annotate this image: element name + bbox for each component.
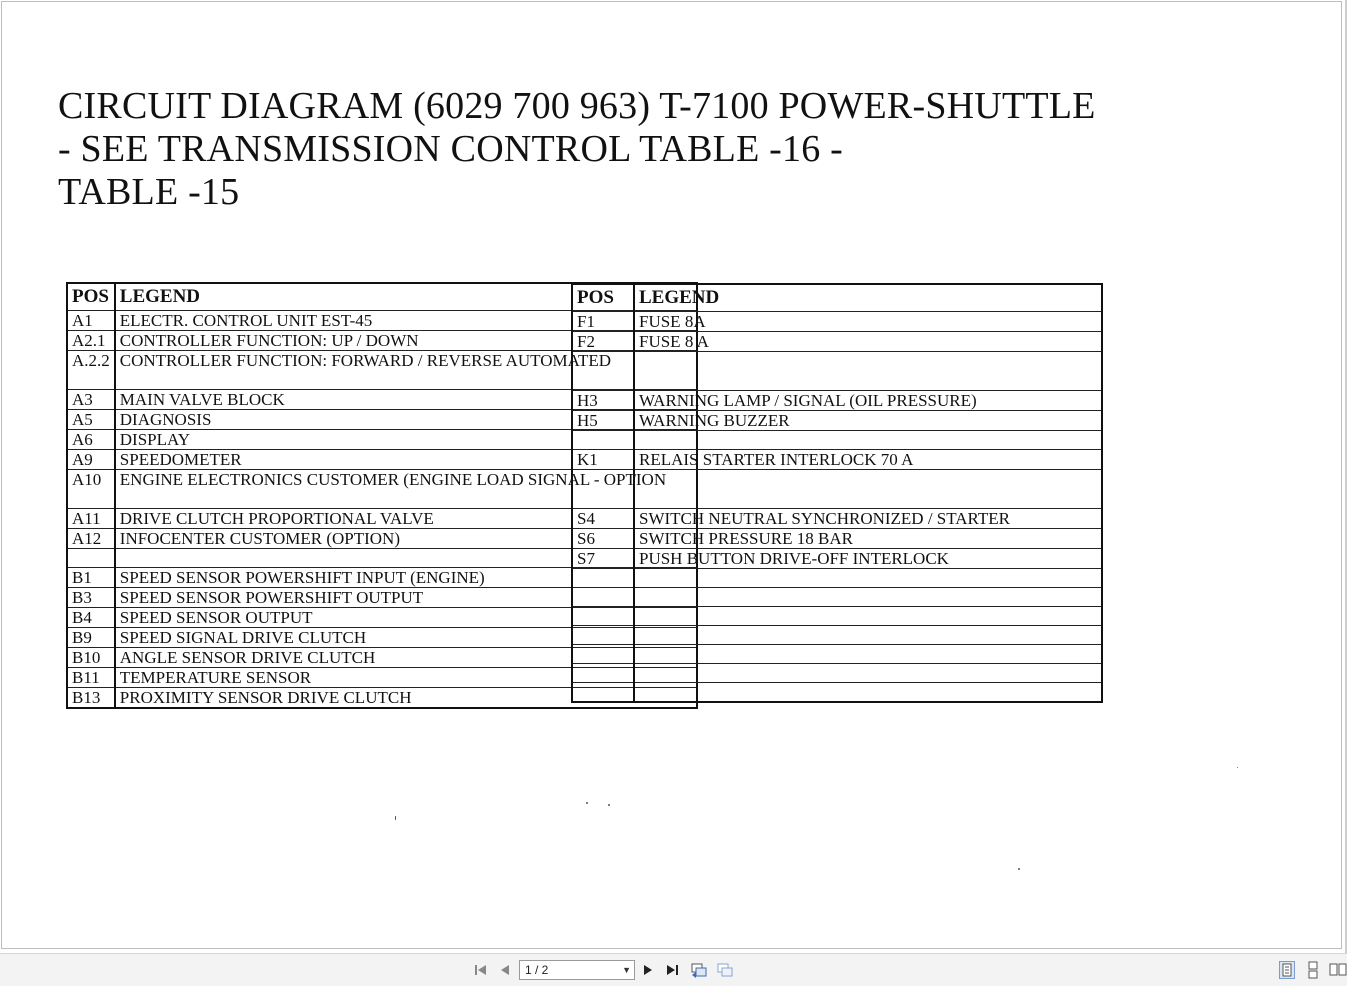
table-row xyxy=(572,470,1102,509)
table-row xyxy=(572,645,1102,664)
pos-cell: K1 xyxy=(572,450,634,470)
column-header-legend: LEGEND xyxy=(634,284,1102,312)
table-row xyxy=(572,450,1102,470)
page-navigation-toolbar xyxy=(0,953,1347,986)
legend-cell: SPEED SENSOR OUTPUT xyxy=(115,608,697,628)
table-row xyxy=(572,509,1102,529)
title-line-2: - SEE TRANSMISSION CONTROL TABLE -16 - xyxy=(58,128,843,170)
pos-cell: B1 xyxy=(67,568,115,588)
table-row xyxy=(572,683,1102,702)
scan-speck xyxy=(608,804,610,806)
pos-cell: A5 xyxy=(67,410,115,430)
legend-cell: PUSH BUTTON DRIVE-OFF INTERLOCK xyxy=(634,549,1102,569)
page-indicator-text: 1 / 2 xyxy=(525,963,549,977)
legend-cell: SPEED SENSOR POWERSHIFT OUTPUT xyxy=(115,588,697,608)
legend-cell: INFOCENTER CUSTOMER (OPTION) xyxy=(115,529,697,549)
legend-cell: WARNING BUZZER xyxy=(634,411,1102,431)
legend-cell xyxy=(634,683,1102,702)
pos-cell: S6 xyxy=(572,529,634,549)
scan-speck xyxy=(586,802,588,804)
legend-cell: MAIN VALVE BLOCK xyxy=(115,390,697,410)
pos-cell: B13 xyxy=(67,688,115,709)
pos-cell: A9 xyxy=(67,450,115,470)
table-row xyxy=(572,352,1102,391)
legend-cell: TEMPERATURE SENSOR xyxy=(115,668,697,688)
legend-cell xyxy=(634,607,1102,626)
pos-cell xyxy=(572,607,634,626)
pos-cell: B3 xyxy=(67,588,115,608)
last-page-icon[interactable] xyxy=(663,961,681,979)
column-header-pos: POS xyxy=(67,283,115,311)
title-line-1: CIRCUIT DIAGRAM (6029 700 963) T-7100 POWER-SHUTTLE xyxy=(58,85,1096,127)
pos-cell: F1 xyxy=(572,312,634,332)
legend-cell: CONTROLLER FUNCTION: FORWARD / REVERSE AUTOMATED xyxy=(115,351,697,390)
facing-pages-view-icon[interactable] xyxy=(1329,961,1347,979)
legend-cell: SPEEDOMETER xyxy=(115,450,697,470)
pos-cell xyxy=(572,431,634,450)
table-row xyxy=(572,529,1102,549)
legend-table-right xyxy=(571,283,1103,703)
pos-cell: A11 xyxy=(67,509,115,529)
pos-cell: A6 xyxy=(67,430,115,450)
table-row xyxy=(572,391,1102,411)
legend-cell xyxy=(634,626,1102,645)
pos-cell xyxy=(572,626,634,645)
pos-cell: H5 xyxy=(572,411,634,431)
previous-view-icon[interactable] xyxy=(690,961,708,979)
title-line-3: TABLE -15 xyxy=(58,171,240,213)
pos-cell xyxy=(67,549,115,568)
previous-page-icon[interactable] xyxy=(496,961,514,979)
scan-speck xyxy=(395,816,396,820)
legend-cell: SPEED SENSOR POWERSHIFT INPUT (ENGINE) xyxy=(115,568,697,588)
pos-cell: H3 xyxy=(572,391,634,411)
legend-cell: FUSE 8 A xyxy=(634,332,1102,352)
pos-cell: A12 xyxy=(67,529,115,549)
page-number-select[interactable] xyxy=(519,960,635,980)
pos-cell: B9 xyxy=(67,628,115,648)
pos-cell: B11 xyxy=(67,668,115,688)
table-row xyxy=(572,549,1102,569)
legend-cell: RELAIS STARTER INTERLOCK 70 A xyxy=(634,450,1102,470)
table-row xyxy=(572,411,1102,431)
pos-cell: B4 xyxy=(67,608,115,628)
legend-cell: ELECTR. CONTROL UNIT EST-45 xyxy=(115,311,697,331)
pdf-page xyxy=(1,1,1342,949)
pos-cell: A10 xyxy=(67,470,115,509)
single-page-view-icon[interactable] xyxy=(1279,961,1295,979)
pos-cell xyxy=(572,645,634,664)
pos-cell: S7 xyxy=(572,549,634,569)
pos-cell: B10 xyxy=(67,648,115,668)
legend-cell xyxy=(634,588,1102,607)
first-page-icon[interactable] xyxy=(472,961,490,979)
table-row xyxy=(572,312,1102,332)
table-row xyxy=(572,569,1102,588)
pos-cell xyxy=(572,470,634,509)
legend-cell xyxy=(634,352,1102,391)
legend-cell: ANGLE SENSOR DRIVE CLUTCH xyxy=(115,648,697,668)
legend-cell xyxy=(634,470,1102,509)
legend-cell: CONTROLLER FUNCTION: UP / DOWN xyxy=(115,331,697,351)
pos-cell: S4 xyxy=(572,509,634,529)
legend-cell: PROXIMITY SENSOR DRIVE CLUTCH xyxy=(115,688,697,709)
pos-cell xyxy=(572,683,634,702)
legend-cell xyxy=(634,645,1102,664)
pos-cell xyxy=(572,588,634,607)
next-page-icon[interactable] xyxy=(639,961,657,979)
legend-cell: SPEED SIGNAL DRIVE CLUTCH xyxy=(115,628,697,648)
scan-speck xyxy=(1237,767,1238,768)
legend-cell xyxy=(634,569,1102,588)
pos-cell: A1 xyxy=(67,311,115,331)
pos-cell: F2 xyxy=(572,332,634,352)
table-row xyxy=(572,588,1102,607)
scan-speck xyxy=(1018,868,1020,870)
continuous-view-icon[interactable] xyxy=(1305,961,1321,979)
table-row xyxy=(572,431,1102,450)
column-header-legend: LEGEND xyxy=(115,283,697,311)
table-row xyxy=(572,664,1102,683)
table-row xyxy=(572,607,1102,626)
pos-cell: A3 xyxy=(67,390,115,410)
legend-cell xyxy=(634,431,1102,450)
legend-cell: DRIVE CLUTCH PROPORTIONAL VALVE xyxy=(115,509,697,529)
legend-cell: WARNING LAMP / SIGNAL (OIL PRESSURE) xyxy=(634,391,1102,411)
pos-cell xyxy=(572,664,634,683)
next-view-icon[interactable] xyxy=(716,961,734,979)
column-header-pos: POS xyxy=(572,284,634,312)
legend-cell xyxy=(634,664,1102,683)
legend-cell: DIAGNOSIS xyxy=(115,410,697,430)
legend-cell: ENGINE ELECTRONICS CUSTOMER (ENGINE LOAD SIGNAL - OPTION xyxy=(115,470,697,509)
pos-cell: A.2.2 xyxy=(67,351,115,390)
legend-cell: DISPLAY xyxy=(115,430,697,450)
pos-cell xyxy=(572,352,634,391)
table-row xyxy=(572,626,1102,645)
pos-cell xyxy=(572,569,634,588)
table-row xyxy=(572,332,1102,352)
legend-cell: SWITCH NEUTRAL SYNCHRONIZED / STARTER xyxy=(634,509,1102,529)
chevron-down-icon: ▼ xyxy=(622,965,631,975)
legend-cell: FUSE 8A xyxy=(634,312,1102,332)
pos-cell: A2.1 xyxy=(67,331,115,351)
legend-cell: SWITCH PRESSURE 18 BAR xyxy=(634,529,1102,549)
